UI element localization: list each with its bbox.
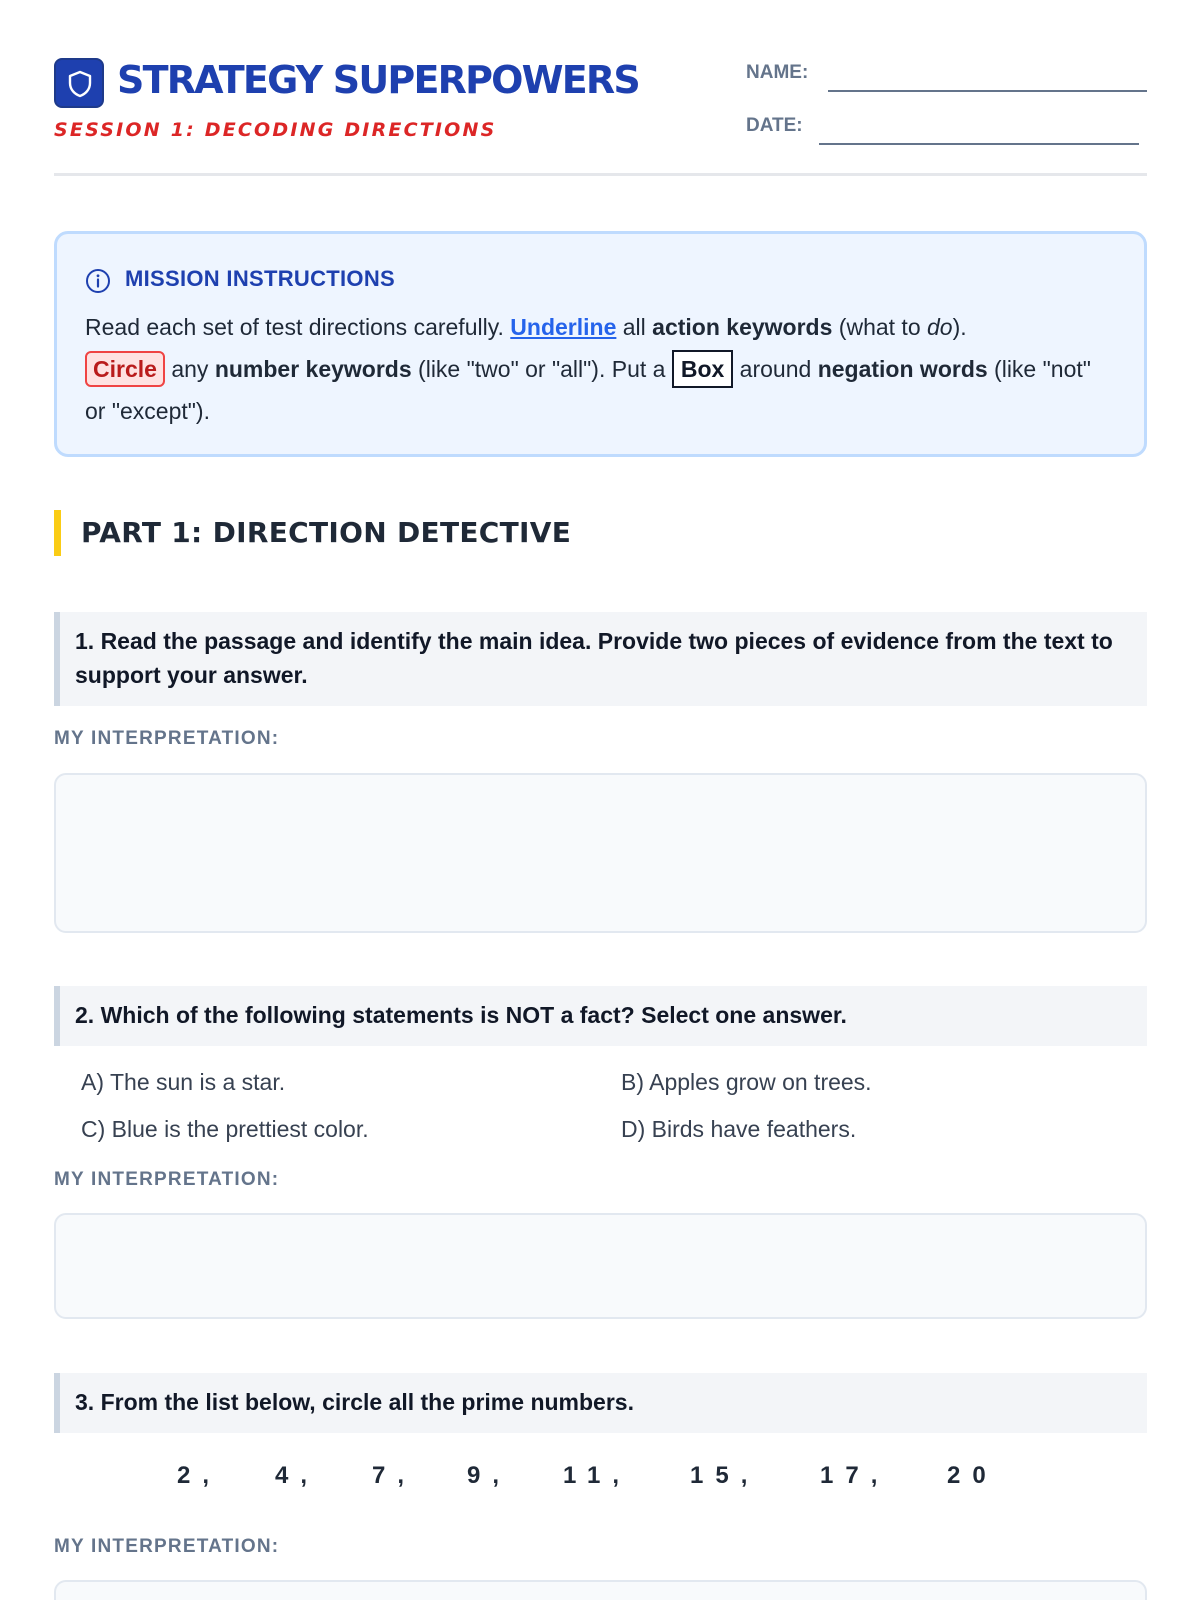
box-keyword: Box [672, 350, 733, 388]
interpretation-answer-1[interactable] [54, 773, 1147, 933]
text-run: (like "two" or "all"). Put a [411, 356, 672, 382]
text-run: ). [952, 314, 967, 340]
number-keywords: number keywords [214, 356, 412, 382]
number-item[interactable]: 2, [177, 1462, 222, 1489]
option-b[interactable]: B) Apples grow on trees. [621, 1069, 872, 1095]
question-1: 1. Read the passage and identify the main idea. Provide two pieces of evidence from the text to support your answer. [54, 612, 1147, 706]
do-word: do [927, 314, 953, 340]
negation-words: negation words [817, 356, 988, 382]
text-run: any [164, 356, 215, 382]
option-d[interactable]: D) Birds have feathers. [621, 1116, 857, 1142]
option-a[interactable]: A) The sun is a star. [81, 1069, 286, 1095]
number-item[interactable]: 4, [275, 1462, 320, 1489]
circle-keyword: Circle [85, 351, 165, 387]
number-item[interactable]: 17, [820, 1462, 890, 1489]
number-item[interactable]: 9, [467, 1462, 512, 1489]
text-run: Read each set of test directions carefully. [85, 314, 511, 340]
name-label: NAME: [746, 62, 809, 83]
number-item[interactable]: 7, [372, 1462, 417, 1489]
interpretation-label-2: MY INTERPRETATION: [54, 1169, 280, 1190]
interpretation-label-3: MY INTERPRETATION: [54, 1536, 280, 1557]
worksheet-header [54, 56, 1147, 176]
worksheet-title: STRATEGY SUPERPOWERS [117, 58, 639, 102]
text-run: all [616, 314, 653, 340]
date-input-line[interactable] [819, 143, 1139, 145]
number-item[interactable]: 11, [563, 1462, 632, 1489]
mission-instructions-box [54, 231, 1147, 457]
mission-text [85, 306, 1115, 432]
number-item[interactable]: 20 [947, 1462, 998, 1489]
question-2: 2. Which of the following statements is NOT a fact? Select one answer. [54, 986, 1147, 1046]
session-subtitle: SESSION 1: DECODING DIRECTIONS [54, 119, 497, 141]
mission-title: MISSION INSTRUCTIONS [125, 266, 396, 291]
action-keywords: action keywords [652, 314, 833, 340]
text-run: around [733, 356, 818, 382]
name-input-line[interactable] [828, 90, 1147, 92]
underline-keyword: Underline [510, 314, 617, 340]
number-item[interactable]: 15, [690, 1462, 760, 1489]
question-3: 3. From the list below, circle all the prime numbers. [54, 1373, 1147, 1433]
part-1-heading: PART 1: DIRECTION DETECTIVE [54, 510, 571, 556]
interpretation-label-1: MY INTERPRETATION: [54, 728, 280, 749]
logo [54, 58, 104, 108]
option-c[interactable]: C) Blue is the prettiest color. [81, 1116, 369, 1142]
text-run: (like "not" or "except"). [85, 356, 1091, 424]
text-run: (what to [832, 314, 928, 340]
worksheet-page [54, 0, 1147, 1600]
info-icon [85, 268, 111, 294]
date-label: DATE: [746, 115, 803, 136]
interpretation-answer-3[interactable] [54, 1580, 1147, 1600]
interpretation-answer-2[interactable] [54, 1213, 1147, 1319]
number-list [54, 1462, 1147, 1502]
shield-icon [67, 70, 93, 98]
